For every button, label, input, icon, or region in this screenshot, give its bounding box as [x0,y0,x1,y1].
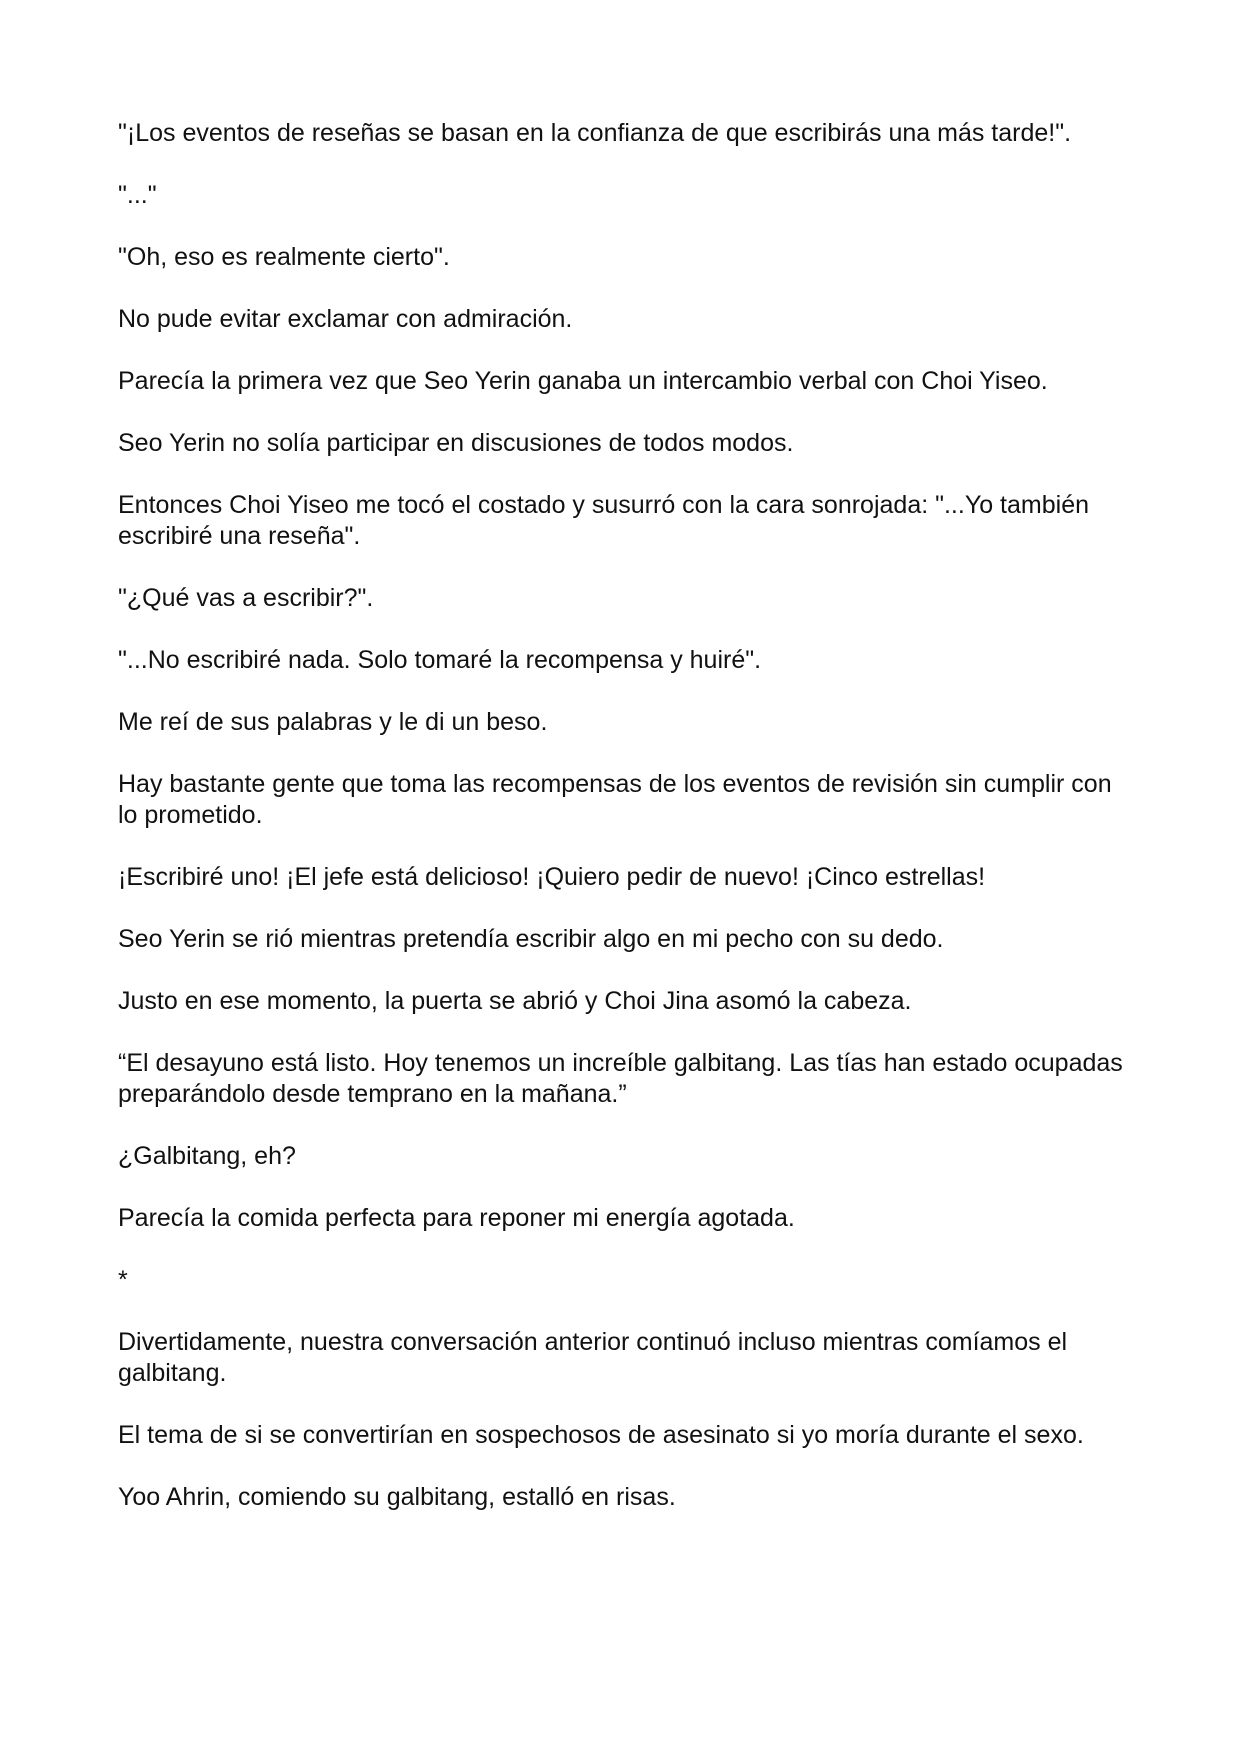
paragraph: Seo Yerin no solía participar en discusiones de todos modos. [118,429,794,457]
paragraph: Hay bastante gente que toma las recompensas de los eventos de revisión sin cumplir con lo prometido. [118,770,1112,829]
paragraph: No pude evitar exclamar con admiración. [118,305,573,333]
paragraph: ¡Escribiré uno! ¡El jefe está delicioso! ¡Quiero pedir de nuevo! ¡Cinco estrellas! [118,863,986,891]
paragraph: ¿Galbitang, eh? [118,1142,296,1170]
paragraph: "¡Los eventos de reseñas se basan en la confianza de que escribirás una más tarde!". [118,119,1072,147]
paragraph: Justo en ese momento, la puerta se abrió y Choi Jina asomó la cabeza. [118,987,912,1015]
paragraph: "¿Qué vas a escribir?". [118,584,374,612]
paragraph: Seo Yerin se rió mientras pretendía escribir algo en mi pecho con su dedo. [118,925,944,953]
paragraph: Yoo Ahrin, comiendo su galbitang, estalló en risas. [118,1483,676,1511]
paragraph: Me reí de sus palabras y le di un beso. [118,708,548,736]
paragraph: “El desayuno está listo. Hoy tenemos un increíble galbitang. Las tías han estado ocupadas preparándolo desde temprano en la mañana.” [118,1049,1123,1108]
paragraph: Divertidamente, nuestra conversación anterior continuó incluso mientras comíamos el galbitang. [118,1328,1068,1387]
paragraph: Entonces Choi Yiseo me tocó el costado y susurró con la cara sonrojada: "...Yo también escribiré una reseña". [118,491,1089,550]
paragraph: "..." [118,181,157,209]
document-body [118,118,1128,1544]
paragraph: "...No escribiré nada. Solo tomaré la recompensa y huiré". [118,646,762,674]
paragraph: Parecía la comida perfecta para reponer mi energía agotada. [118,1204,795,1232]
paragraph: Parecía la primera vez que Seo Yerin ganaba un intercambio verbal con Choi Yiseo. [118,367,1048,395]
paragraph: El tema de si se convertirían en sospechosos de asesinato si yo moría durante el sexo. [118,1421,1084,1449]
section-separator: * [118,1266,128,1294]
paragraph: "Oh, eso es realmente cierto". [118,243,450,271]
